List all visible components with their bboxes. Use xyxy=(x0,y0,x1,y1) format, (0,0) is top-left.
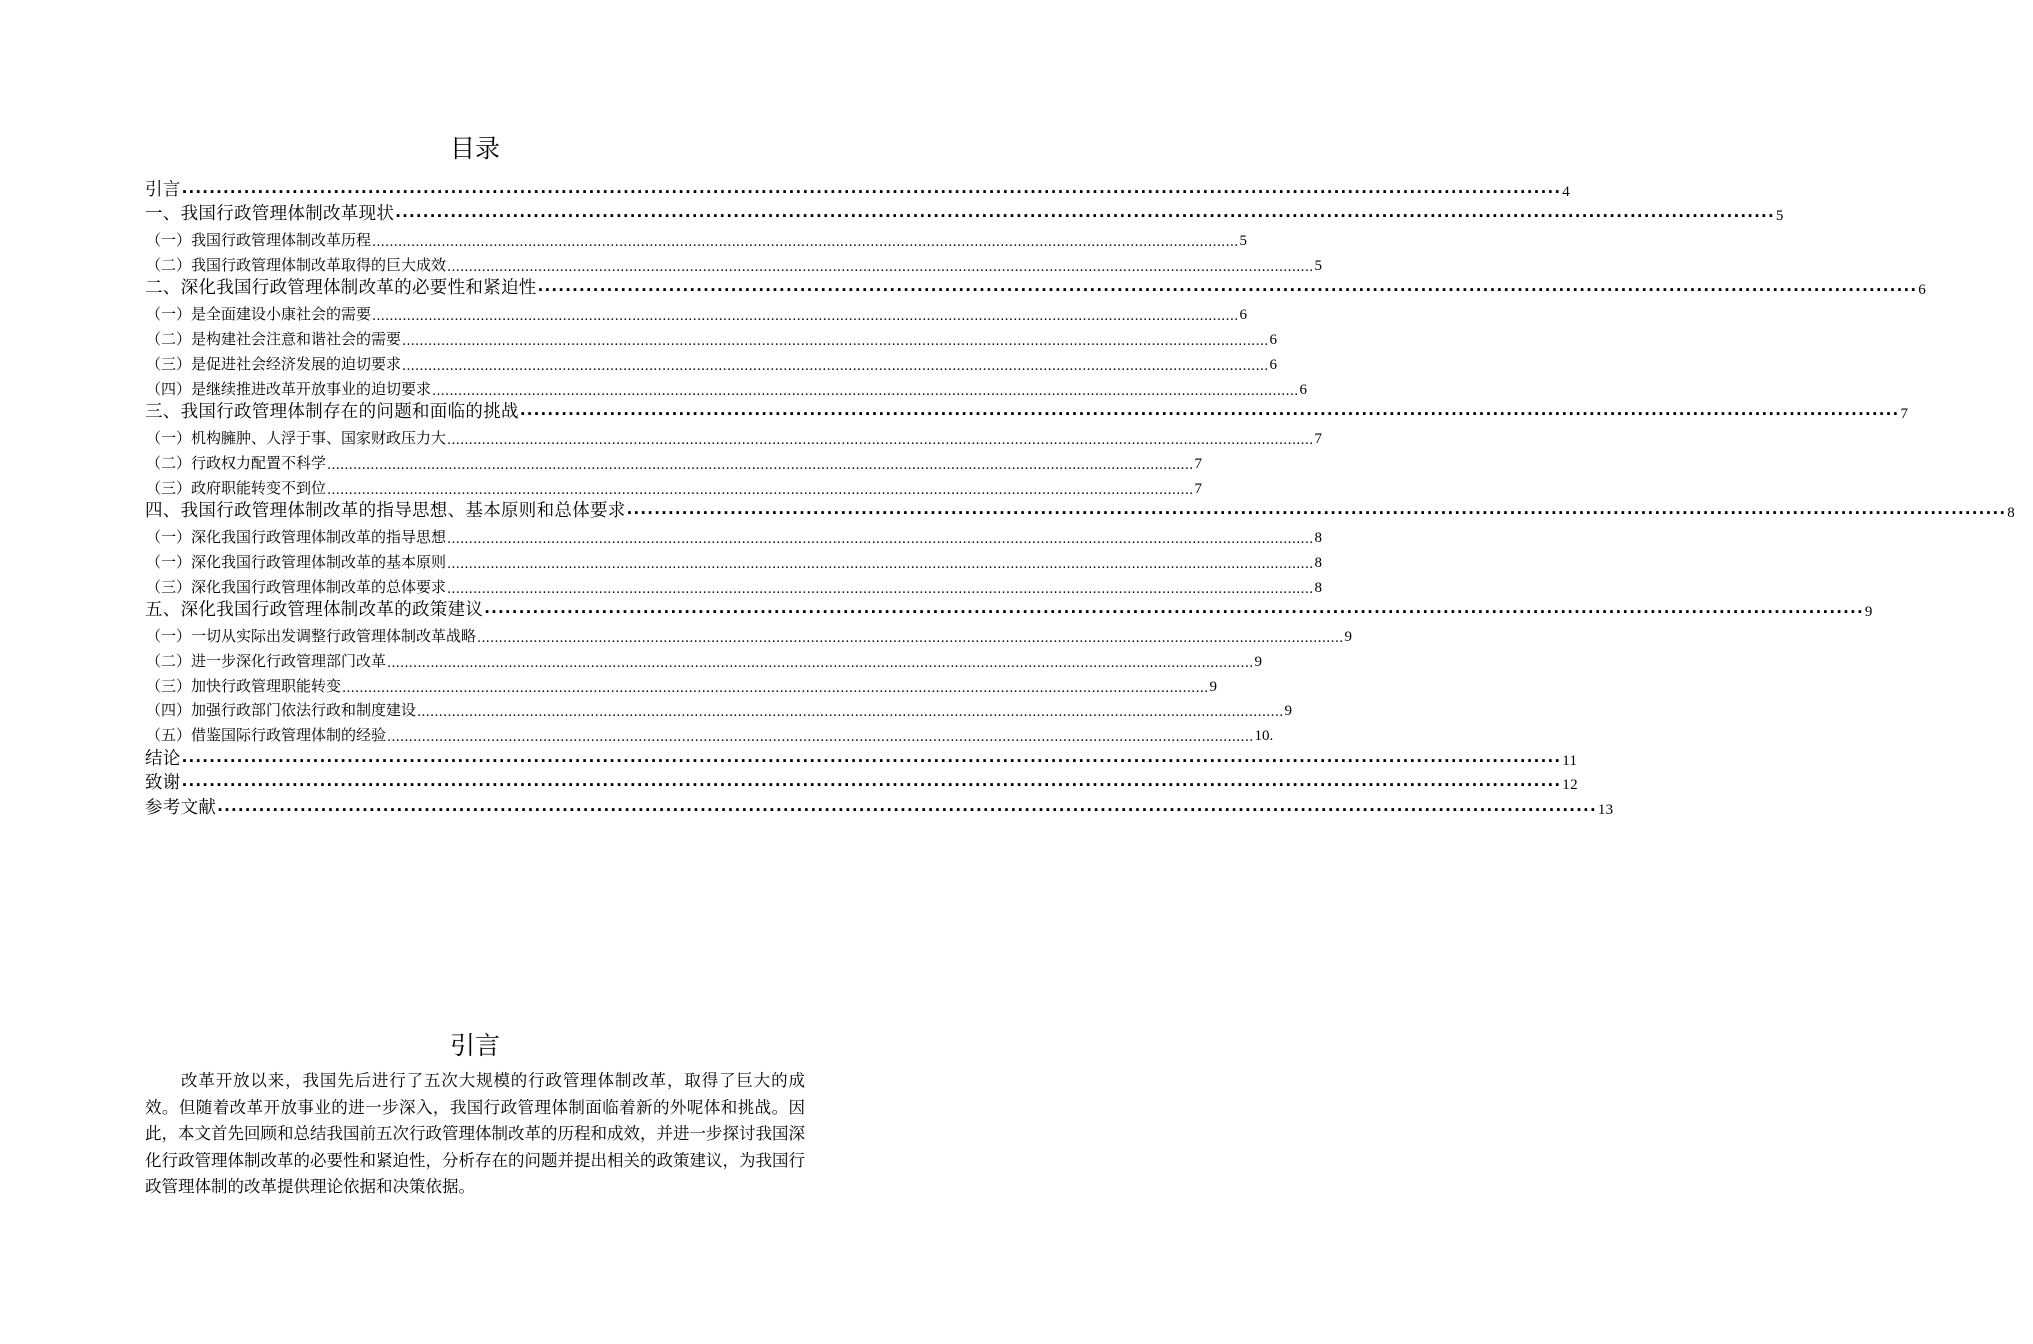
toc-leader-dots: ........................................................................................................................................................................................................ xyxy=(387,655,1254,671)
toc-entry-label: 一、我国行政管理体制改革现状 xyxy=(145,204,395,225)
toc-entry-label: （一）深化我国行政管理体制改革的基本原则 xyxy=(146,552,447,571)
toc-page-number: 6 xyxy=(1239,307,1247,324)
toc-section-entry xyxy=(145,349,1277,374)
toc-section-entry xyxy=(145,299,1247,325)
toc-entry-label: 二、深化我国行政管理体制改革的必要性和紧迫性 xyxy=(145,278,537,299)
toc-leader-dots: ........................................................................................................................................................................................................ xyxy=(327,457,1194,473)
toc-page-number: 6 xyxy=(1299,381,1307,398)
toc-page-number: 9 xyxy=(1254,653,1262,670)
toc-entry-label: （三）政府职能转变不到位 xyxy=(146,478,327,497)
toc-leader-dots: ........................................................................................................................................................................................................ xyxy=(432,383,1299,399)
toc-entry-label: （一）我国行政管理体制改革历程 xyxy=(146,230,372,249)
toc-section-entry xyxy=(145,572,1322,597)
toc-section-entry xyxy=(145,448,1202,473)
toc-leader-dots: ........................................................................................................................................................................................................ xyxy=(447,581,1314,597)
toc-section-entry xyxy=(145,250,1322,275)
toc-section-entry xyxy=(145,547,1322,572)
toc-chapter-entry xyxy=(145,275,1927,300)
toc-entry-label: （三）是促进社会经济发展的迫切要求 xyxy=(146,354,402,373)
toc-leader-dots: ........................................................................................................................................................................................................ xyxy=(387,730,1254,746)
toc-section-entry xyxy=(145,696,1292,721)
toc-page-number: 7 xyxy=(1194,480,1202,497)
toc-page-number: 4 xyxy=(1562,183,1571,200)
toc-leader-dots: ········································································································································································································ xyxy=(181,776,1562,795)
toc-leader-dots: ........................................................................................................................................................................................................ xyxy=(447,259,1314,275)
toc-leader-dots: ........................................................................................................................................................................................................ xyxy=(342,680,1209,696)
toc-page-number: 9 xyxy=(1864,604,1873,621)
toc-entry-label: 结论 xyxy=(145,748,181,769)
toc-chapter-entry xyxy=(145,399,1909,424)
toc-entry-label: （一）一切从实际出发调整行政管理体制改革战略 xyxy=(146,626,477,645)
toc-entry-label: （一）是全面建设小康社会的需要 xyxy=(146,305,372,324)
toc-page-number: 7 xyxy=(1900,406,1909,423)
toc-page-number: 7 xyxy=(1314,430,1322,447)
toc-page-number: 8 xyxy=(1314,529,1322,546)
intro-paragraph: 改革开放以来，我国先后进行了五次大规模的行政管理体制改革，取得了巨大的成效。但随着改革开放事业的进一步深入，我国行政管理体制面临着新的外呢体和挑战。因此，本文首先回顾和总结我国前五次行政管理体制改革的历程和成效，并进一步探讨我国深化行政管理体制改革的必要性和紧迫性，分析存在的问题并提出相关的政策建议，为我国行政管理体制的改革提供理论依据和决策依据。 xyxy=(145,1071,805,1196)
toc-page-number: 6 xyxy=(1269,356,1277,373)
toc-page-number: 6 xyxy=(1269,331,1277,348)
toc-chapter-entry xyxy=(145,597,1873,622)
toc-entry-label: （二）进一步深化行政管理部门改革 xyxy=(146,651,387,670)
toc-entry-label: 引言 xyxy=(145,179,181,200)
toc-page-number: 8 xyxy=(1314,579,1322,596)
toc-page-number: 7 xyxy=(1194,455,1202,472)
toc-leader-dots: ········································································································································································································ xyxy=(519,405,1900,424)
toc-leader-dots: ........................................................................................................................................................................................................ xyxy=(372,234,1239,250)
toc-page-number: 12 xyxy=(1562,777,1578,794)
toc-leader-dots: ........................................................................................................................................................................................................ xyxy=(477,630,1344,646)
toc-chapter-entry xyxy=(145,176,1571,201)
toc-section-entry xyxy=(145,522,1322,547)
toc-section-entry xyxy=(145,671,1217,696)
toc-chapter-entry xyxy=(145,745,1578,770)
toc-leader-dots: ········································································································································································································ xyxy=(181,182,1562,201)
toc-entry-label: （四）加强行政部门依法行政和制度建设 xyxy=(146,701,417,720)
toc-leader-dots: ........................................................................................................................................................................................................ xyxy=(402,333,1269,349)
toc-entry-label: 三、我国行政管理体制存在的问题和面临的挑战 xyxy=(145,402,519,423)
toc-chapter-entry xyxy=(145,794,1614,819)
toc-leader-dots: ········································································································································································································ xyxy=(537,281,1918,300)
toc-leader-dots: ........................................................................................................................................................................................................ xyxy=(372,309,1239,325)
toc-entry-label: 致谢 xyxy=(145,773,181,794)
toc-page-number: 5 xyxy=(1314,257,1322,274)
toc-page-number: 5 xyxy=(1775,208,1784,225)
toc-page-number: 9 xyxy=(1209,678,1217,695)
toc-chapter-entry xyxy=(145,498,2016,523)
toc-section-entry xyxy=(145,225,1247,250)
toc-entry-label: （二）行政权力配置不科学 xyxy=(146,453,327,472)
intro-heading: 引言 xyxy=(449,1031,500,1060)
toc-page-number: 5 xyxy=(1239,232,1247,249)
toc-chapter-entry xyxy=(145,201,1784,226)
toc-chapter-entry xyxy=(145,770,1578,795)
toc-entry-label: （二）是构建社会注意和谐社会的需要 xyxy=(146,329,402,348)
toc-section-entry xyxy=(145,473,1202,498)
toc-section-entry xyxy=(145,324,1277,349)
toc-page-number: 9 xyxy=(1284,703,1292,720)
toc-leader-dots: ........................................................................................................................................................................................................ xyxy=(327,482,1194,498)
toc-section-entry xyxy=(145,621,1352,646)
toc-page-number: 11 xyxy=(1562,752,1578,769)
toc-entry-label: （三）加快行政管理职能转变 xyxy=(146,676,342,695)
toc-entry-label: （一）深化我国行政管理体制改革的指导思想 xyxy=(146,527,447,546)
toc-section-entry xyxy=(145,646,1262,671)
toc-leader-dots: ········································································································································································································ xyxy=(484,603,1864,622)
toc-page-number: 8 xyxy=(2007,505,2016,522)
toc-leader-dots: ········································································································································································································ xyxy=(395,207,1775,226)
toc-entry-label: （一）机构臃肿、人浮于事、国家财政压力大 xyxy=(146,428,447,447)
toc-leader-dots: ........................................................................................................................................................................................................ xyxy=(417,705,1284,721)
toc-leader-dots: ........................................................................................................................................................................................................ xyxy=(447,556,1314,572)
toc-entry-label: （四）是继续推进改革开放事业的迫切要求 xyxy=(146,379,432,398)
toc-entry-label: 参考文献 xyxy=(145,797,217,818)
toc-leader-dots: ........................................................................................................................................................................................................ xyxy=(402,358,1269,374)
toc-entry-label: （五）借鉴国际行政管理体制的经验 xyxy=(146,726,387,745)
toc-page-number: 8 xyxy=(1314,554,1322,571)
toc-leader-dots: ········································································································································································································ xyxy=(181,751,1562,770)
toc-entry-label: （三）深化我国行政管理体制改革的总体要求 xyxy=(146,577,447,596)
toc-page-number: 6 xyxy=(1918,282,1927,299)
toc-entry-label: （二）我国行政管理体制改革取得的巨大成效 xyxy=(146,255,447,274)
toc-section-entry xyxy=(145,720,1274,746)
toc-entry-label: 五、深化我国行政管理体制改革的政策建议 xyxy=(145,600,484,621)
toc-section-entry xyxy=(145,374,1307,399)
toc-section-entry xyxy=(145,423,1322,448)
toc-leader-dots: ········································································································································································································ xyxy=(217,800,1597,819)
toc-leader-dots: ........................................................................................................................................................................................................ xyxy=(447,432,1314,448)
toc-leader-dots: ········································································································································································································ xyxy=(626,504,2007,523)
toc-title: 目录 xyxy=(449,134,500,163)
toc-entry-label: 四、我国行政管理体制改革的指导思想、基本原则和总体要求 xyxy=(145,501,626,522)
toc-leader-dots: ........................................................................................................................................................................................................ xyxy=(447,531,1314,547)
toc-page-number: 9 xyxy=(1344,628,1352,645)
toc-page-number: 13 xyxy=(1597,801,1614,818)
table-of-contents xyxy=(145,176,2016,819)
toc-page-number: 10. xyxy=(1254,728,1274,745)
